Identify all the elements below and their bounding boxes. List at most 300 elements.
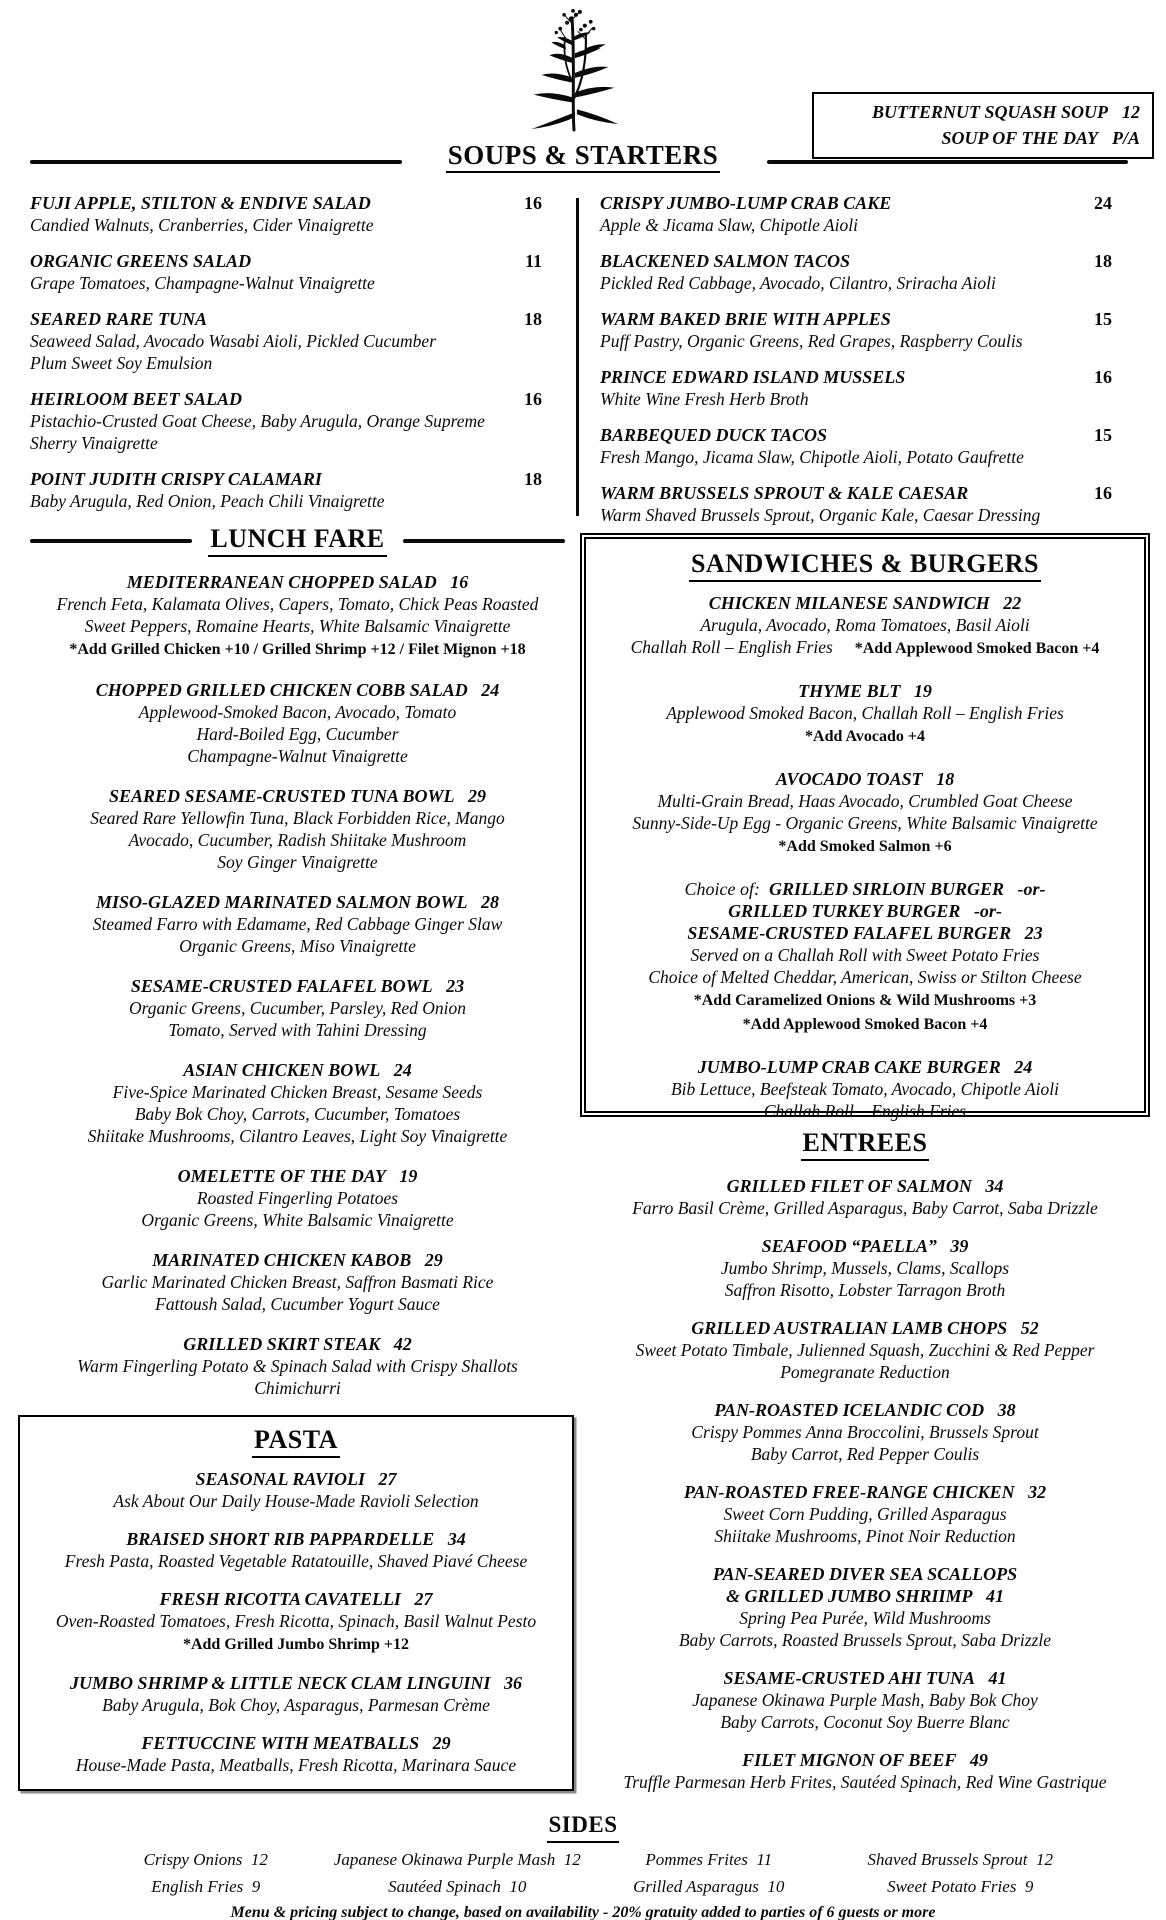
menu-item-desc: Baby Carrot, Red Pepper Coulis: [750, 1444, 980, 1464]
menu-item-price: 18: [1094, 251, 1112, 271]
item-name-text: GRILLED TURKEY BURGER: [728, 901, 961, 921]
menu-item-name: [30, 571, 565, 593]
menu-item-name: [28, 1672, 564, 1694]
menu-item-desc: House-Made Pasta, Meatballs, Fresh Ricotta, Marinara Sauce: [75, 1755, 517, 1775]
menu-item-price: 16: [524, 193, 542, 213]
menu-item-price: 16: [450, 572, 469, 592]
menu-item-price: 15: [1094, 309, 1112, 329]
menu-item-descline: [596, 966, 1134, 988]
menu-item-descline: [28, 1550, 564, 1572]
menu-item-name: [28, 1588, 564, 1610]
menu-item-price: 32: [1028, 1482, 1047, 1502]
menu-item-descline: [30, 615, 565, 637]
menu-item-descline: [30, 1187, 565, 1209]
menu-item: [30, 308, 542, 374]
menu-item-price: 24: [393, 1060, 412, 1080]
menu-item: [28, 1672, 564, 1716]
menu-item-header: [30, 468, 542, 490]
menu-item-name: [580, 1235, 1150, 1257]
menu-item-name: [596, 900, 1134, 922]
item-name-text: AVOCADO TOAST: [775, 769, 923, 789]
menu-item-price: 22: [1003, 593, 1022, 613]
menu-item-descline: [580, 1361, 1150, 1383]
menu-item-descline: [580, 1443, 1150, 1465]
menu-item-name: [580, 1317, 1150, 1339]
menu-item-price: 39: [950, 1236, 969, 1256]
menu-item-descline: [580, 1525, 1150, 1547]
sandwich-items: [596, 592, 1134, 1122]
menu-item-price: 41: [986, 1586, 1005, 1606]
menu-item-price: 29: [432, 1733, 451, 1753]
menu-item-descline: [30, 1293, 565, 1315]
menu-item-desc: White Wine Fresh Herb Broth: [600, 389, 809, 409]
menu-item-desc: Seaweed Salad, Avocado Wasabi Aioli, Pickled Cucumber: [30, 331, 437, 351]
menu-item-descline: [580, 1607, 1150, 1629]
item-name-text: CHOPPED GRILLED CHICKEN COBB SALAD: [95, 680, 468, 700]
menu-item: [30, 1333, 565, 1399]
side-item: Grilled Asparagus 10: [633, 1877, 785, 1896]
menu-item-name: BARBEQUED DUCK TACOS: [600, 425, 828, 445]
menu-item-addon: *Add Grilled Chicken +10 / Grilled Shrimp +12 / Filet Mignon +18: [69, 641, 526, 658]
menu-item-desc: Oven-Roasted Tomatoes, Fresh Ricotta, Spinach, Basil Walnut Pesto: [55, 1611, 537, 1631]
menu-item-name: [30, 785, 565, 807]
menu-item-name: HEIRLOOM BEET SALAD: [30, 389, 243, 409]
menu-item-name: POINT JUDITH CRISPY CALAMARI: [30, 469, 322, 489]
menu-item: [596, 592, 1134, 660]
menu-item-descline: [30, 807, 565, 829]
menu-item: [600, 424, 1112, 468]
heading-rule-left: [30, 539, 192, 543]
menu-item-name: [30, 891, 565, 913]
menu-item-desc: Seared Rare Yellowfin Tuna, Black Forbidden Rice, Mango: [90, 808, 505, 828]
menu-item: [28, 1588, 564, 1656]
menu-item-header: [600, 308, 1112, 330]
menu-item-desc: Organic Greens, White Balsamic Vinaigrette: [141, 1210, 454, 1230]
menu-item: [600, 482, 1112, 526]
menu-item-desc: Choice of Melted Cheddar, American, Swiss or Stilton Cheese: [648, 967, 1082, 987]
menu-item-descline: [30, 913, 565, 935]
menu-item-price: 27: [378, 1469, 397, 1489]
pasta-section: [18, 1415, 574, 1791]
menu-item-name: [596, 592, 1134, 614]
pasta-heading: [28, 1425, 564, 1458]
entree-items: [580, 1175, 1150, 1793]
menu-item-descline: [28, 1694, 564, 1716]
menu-item-name: CRISPY JUMBO-LUMP CRAB CAKE: [600, 193, 892, 213]
menu-item-price: 18: [524, 469, 542, 489]
menu-item-name: FUJI APPLE, STILTON & ENDIVE SALAD: [30, 193, 371, 213]
item-name-text: FILET MIGNON OF BEEF: [742, 1750, 957, 1770]
side-item: Crispy Onions 12: [143, 1850, 268, 1869]
menu-item-descline: [30, 745, 565, 767]
menu-item: [600, 192, 1112, 236]
menu-item-price: 18: [936, 769, 955, 789]
menu-item-header: [600, 192, 1112, 214]
menu-item-descline: [596, 1012, 1134, 1036]
menu-item-name: [580, 1481, 1150, 1503]
sides-heading: [0, 1810, 1166, 1843]
menu-item-name: [596, 1056, 1134, 1078]
side-item: Japanese Okinawa Purple Mash 12: [333, 1850, 581, 1869]
menu-item: [30, 975, 565, 1041]
menu-item-price: 41: [988, 1668, 1007, 1688]
menu-item-name: [30, 1333, 565, 1355]
menu-item-descline: [580, 1279, 1150, 1301]
menu-item-desc: Tomato, Served with Tahini Dressing: [168, 1020, 427, 1040]
menu-item-price: 24: [1014, 1057, 1033, 1077]
menu-item-price: 19: [913, 681, 932, 701]
menu-item: [580, 1481, 1150, 1547]
menu-item: [30, 468, 542, 512]
menu-item-descline: [596, 988, 1134, 1012]
menu-item: [600, 366, 1112, 410]
menu-item-addon: *Add Applewood Smoked Bacon +4: [742, 1016, 988, 1033]
column-divider: [576, 198, 579, 516]
menu-item-descline: [596, 1100, 1134, 1122]
menu-item-descline: [580, 1689, 1150, 1711]
menu-item-desc: Sherry Vinaigrette: [30, 433, 158, 453]
menu-item-desc: Truffle Parmesan Herb Frites, Sautéed Spinach, Red Wine Gastrique: [623, 1772, 1107, 1792]
menu-item: [28, 1468, 564, 1512]
section-title: SOUPS & STARTERS: [446, 140, 721, 173]
pasta-items: [28, 1468, 564, 1776]
entrees-heading: [580, 1128, 1150, 1161]
soup-item: [822, 99, 1140, 125]
menu-item-desc: Baby Carrots, Roasted Brussels Sprout, Saba Drizzle: [678, 1630, 1052, 1650]
menu-item-price: 23: [1024, 923, 1043, 943]
item-name-text: OMELETTE OF THE DAY: [177, 1166, 386, 1186]
menu-item: [30, 192, 542, 236]
menu-item-name: BLACKENED SALMON TACOS: [600, 251, 851, 271]
menu-item-name: [28, 1528, 564, 1550]
menu-item: [600, 250, 1112, 294]
menu-item-name: [28, 1468, 564, 1490]
menu-item-descline: [30, 935, 565, 957]
menu-item-name: [596, 680, 1134, 702]
menu-item-descline: [28, 1610, 564, 1632]
menu-item-addon: *Add Caramelized Onions & Wild Mushrooms +3: [693, 992, 1037, 1009]
menu-item: [30, 250, 542, 294]
starters-right-column: [600, 192, 1112, 540]
menu-item-header: [600, 424, 1112, 446]
menu-item: [30, 891, 565, 957]
menu-item: [596, 680, 1134, 748]
menu-item: [30, 785, 565, 873]
footer-note: Menu & pricing subject to change, based on availability - 20% gratuity added to parties of 6 guests or more: [230, 1904, 936, 1920]
item-name-text: ASIAN CHICKEN BOWL: [183, 1060, 381, 1080]
menu-item-header: [30, 250, 542, 272]
soup-item-price: 12: [1122, 102, 1140, 122]
menu-item-descline: [30, 1377, 565, 1399]
menu-item-descline: [30, 1271, 565, 1293]
menu-item-descline: [580, 1257, 1150, 1279]
menu-item: [580, 1235, 1150, 1301]
soup-item-name: BUTTERNUT SQUASH SOUP: [871, 102, 1108, 122]
menu-item-descline: [30, 1125, 565, 1147]
menu-item-desc: Pickled Red Cabbage, Avocado, Cilantro, Sriracha Aioli: [600, 273, 996, 293]
menu-item-descline: [580, 1771, 1150, 1793]
sides-grid: [80, 1847, 1086, 1900]
menu-item-price: 49: [969, 1750, 988, 1770]
section-title: ENTREES: [801, 1128, 930, 1161]
section-title: SIDES: [547, 1810, 620, 1843]
item-name-text: SESAME-CRUSTED AHI TUNA: [723, 1668, 975, 1688]
or-separator: -or-: [1017, 879, 1046, 899]
section-title: PASTA: [252, 1425, 340, 1458]
sandwiches-burgers-section: [580, 533, 1150, 1121]
menu-item-header: [30, 192, 542, 214]
lunch-fare-heading: [30, 524, 565, 557]
item-name-text: SEAFOOD “PAELLA”: [761, 1236, 937, 1256]
menu-item-desc: Champagne-Walnut Vinaigrette: [187, 746, 408, 766]
item-name-text: THYME BLT: [798, 681, 901, 701]
menu-item-desc: Organic Greens, Cucumber, Parsley, Red Onion: [129, 998, 466, 1018]
menu-item: [30, 571, 565, 661]
menu-item: [600, 308, 1112, 352]
item-name-text: & GRILLED JUMBO SHRIIMP: [725, 1586, 973, 1606]
menu-item: [30, 388, 542, 454]
menu-item-desc: French Feta, Kalamata Olives, Capers, Tomato, Chick Peas Roasted: [56, 594, 539, 614]
menu-item-descline: [30, 997, 565, 1019]
side-item: Shaved Brussels Sprout 12: [867, 1850, 1053, 1869]
menu-item-name: [580, 1585, 1150, 1607]
menu-item: [28, 1732, 564, 1776]
menu-item-descline: [30, 701, 565, 723]
heading-rule-right: [403, 539, 565, 543]
menu-item-price: 52: [1020, 1318, 1039, 1338]
menu-item-header: [600, 366, 1112, 388]
item-name-text: FETTUCCINE WITH MEATBALLS: [141, 1733, 420, 1753]
menu-item-name: [580, 1175, 1150, 1197]
item-name-text: MARINATED CHICKEN KABOB: [152, 1250, 412, 1270]
item-name-text: CHICKEN MILANESE SANDWICH: [708, 593, 990, 613]
menu-item-desc: Roasted Fingerling Potatoes: [196, 1188, 399, 1208]
menu-item-desc: Served on a Challah Roll with Sweet Potato Fries: [690, 945, 1040, 965]
menu-item-desc: Steamed Farro with Edamame, Red Cabbage Ginger Slaw: [92, 914, 503, 934]
menu-item-price: 29: [468, 786, 487, 806]
menu-item-descline: [596, 834, 1134, 858]
menu-item-name: [28, 1732, 564, 1754]
menu-item-descline: [580, 1421, 1150, 1443]
menu-item-header: [30, 308, 542, 330]
menu-item-name: [596, 768, 1134, 790]
item-name-text: FRESH RICOTTA CAVATELLI: [159, 1589, 401, 1609]
menu-item-price: 38: [997, 1400, 1016, 1420]
menu-item: [580, 1749, 1150, 1793]
menu-item-desc: Chimichurri: [254, 1378, 341, 1398]
menu-item: [580, 1399, 1150, 1465]
sandwiches-heading: [596, 549, 1134, 582]
menu-item-desc: Garlic Marinated Chicken Breast, Saffron Basmati Rice: [101, 1272, 494, 1292]
menu-item-desc: Pistachio-Crusted Goat Cheese, Baby Arugula, Orange Supreme: [30, 411, 485, 431]
menu-item-addon: *Add Smoked Salmon +6: [778, 838, 952, 855]
menu-item: [596, 768, 1134, 858]
side-item: English Fries 9: [151, 1877, 261, 1896]
menu-item-descline: [580, 1503, 1150, 1525]
menu-item-desc: Jumbo Shrimp, Mussels, Clams, Scallops: [720, 1258, 1010, 1278]
menu-item-addon: *Add Applewood Smoked Bacon +4: [854, 640, 1100, 657]
menu-item-desc: Warm Shaved Brussels Sprout, Organic Kale, Caesar Dressing: [600, 505, 1041, 525]
menu-item-name: [30, 1059, 565, 1081]
item-name-text: SEASONAL RAVIOLI: [195, 1469, 366, 1489]
menu-item: [580, 1175, 1150, 1219]
menu-item-descline: [580, 1339, 1150, 1361]
menu-item-desc: Fattoush Salad, Cucumber Yogurt Sauce: [155, 1294, 440, 1314]
menu-item: [28, 1528, 564, 1572]
menu-item-descline: [28, 1632, 564, 1656]
menu-item-desc: Bib Lettuce, Beefsteak Tomato, Avocado, Chipotle Aioli: [670, 1079, 1060, 1099]
menu-item: [30, 1165, 565, 1231]
menu-item-price: 28: [481, 892, 500, 912]
side-item: Sautéed Spinach 10: [388, 1877, 527, 1896]
menu-item-descline: [30, 1355, 565, 1377]
starters-left-column: [30, 192, 542, 526]
menu-item-desc: Saffron Risotto, Lobster Tarragon Broth: [724, 1280, 1006, 1300]
lunch-fare-section: [30, 524, 565, 1417]
menu-item-addon: *Add Avocado +4: [805, 728, 925, 745]
menu-item-desc: Hard-Boiled Egg, Cucumber: [196, 724, 399, 744]
menu-item-desc: Challah Roll – English Fries: [630, 637, 833, 657]
menu-item-descline: [596, 614, 1134, 636]
menu-item-name: [30, 1165, 565, 1187]
item-name-text: GRILLED SIRLOIN BURGER: [768, 879, 1005, 899]
menu-item-price: 23: [446, 976, 465, 996]
menu-item-descline: [30, 1019, 565, 1041]
menu-item-descline: [30, 637, 565, 661]
item-name-text: MISO-GLAZED MARINATED SALMON BOWL: [95, 892, 468, 912]
menu-item-desc: Grape Tomatoes, Champagne-Walnut Vinaigrette: [30, 273, 375, 293]
menu-item-descline: [596, 724, 1134, 748]
menu-item-price: 34: [985, 1176, 1004, 1196]
menu-item-desc: Puff Pastry, Organic Greens, Red Grapes, Raspberry Coulis: [600, 331, 1023, 351]
soups-starters-heading: [0, 140, 1166, 173]
menu-item-price: 19: [399, 1166, 418, 1186]
menu-item: [580, 1317, 1150, 1383]
menu-item-header: [600, 482, 1112, 504]
menu-item-header: [600, 250, 1112, 272]
item-name-text: PAN-ROASTED FREE-RANGE CHICKEN: [683, 1482, 1015, 1502]
item-name-text: PAN-SEARED DIVER SEA SCALLOPS: [712, 1564, 1018, 1584]
menu-item: [30, 1249, 565, 1315]
menu-item-desc: Shiitake Mushrooms, Pinot Noir Reduction: [714, 1526, 1016, 1546]
menu-item-desc: Pomegranate Reduction: [780, 1362, 950, 1382]
menu-item-name: [580, 1749, 1150, 1771]
menu-item-price: 15: [1094, 425, 1112, 445]
item-name-text: GRILLED FILET OF SALMON: [726, 1176, 972, 1196]
menu-item: [30, 679, 565, 767]
item-name-text: SEARED SESAME-CRUSTED TUNA BOWL: [108, 786, 455, 806]
item-name-text: JUMBO SHRIMP & LITTLE NECK CLAM LINGUINI: [70, 1673, 491, 1693]
menu-item-price: 16: [1094, 483, 1112, 503]
menu-item-descline: [596, 636, 1134, 660]
menu-item-price: 16: [524, 389, 542, 409]
menu-item-desc: Applewood Smoked Bacon, Challah Roll – English Fries: [666, 703, 1064, 723]
menu-item-price: 18: [524, 309, 542, 329]
item-name-text: GRILLED AUSTRALIAN LAMB CHOPS: [691, 1318, 1008, 1338]
menu-item-desc: Shiitake Mushrooms, Cilantro Leaves, Light Soy Vinaigrette: [87, 1126, 508, 1146]
menu-item-desc: Avocado, Cucumber, Radish Shiitake Mushroom: [128, 830, 467, 850]
menu-item-price: 29: [424, 1250, 443, 1270]
menu-item-desc: Farro Basil Crème, Grilled Asparagus, Baby Carrot, Saba Drizzle: [632, 1198, 1098, 1218]
menu-item-descline: [30, 1103, 565, 1125]
menu-item-desc: Ask About Our Daily House-Made Ravioli Selection: [113, 1491, 479, 1511]
menu-item-desc: Sweet Peppers, Romaine Hearts, White Balsamic Vinaigrette: [84, 616, 511, 636]
menu-item-descline: [596, 944, 1134, 966]
menu-item-descline: [30, 593, 565, 615]
menu-item-descline: [580, 1629, 1150, 1651]
side-item: Pommes Frites 11: [645, 1850, 773, 1869]
menu-item: [30, 1059, 565, 1147]
menu-item: [580, 1667, 1150, 1733]
menu-item-desc: Spring Pea Purée, Wild Mushrooms: [739, 1608, 991, 1628]
menu-item-descline: [30, 851, 565, 873]
menu-item-name: [30, 679, 565, 701]
menu-item-desc: Sweet Corn Pudding, Grilled Asparagus: [723, 1504, 1007, 1524]
menu-item-descline: [596, 790, 1134, 812]
sides-section: [0, 1810, 1166, 1920]
menu-item-name: [30, 1249, 565, 1271]
lunch-fare-items: [30, 571, 565, 1399]
menu-item-descline: [30, 829, 565, 851]
menu-item-desc: Japanese Okinawa Purple Mash, Baby Bok Choy: [692, 1690, 1038, 1710]
menu-item-desc: Arugula, Avocado, Roma Tomatoes, Basil Aioli: [700, 615, 1030, 635]
menu-item-price: 42: [393, 1334, 412, 1354]
choice-prefix: Choice of:: [684, 879, 760, 899]
menu-item-descline: [28, 1754, 564, 1776]
menu-item-desc: Multi-Grain Bread, Haas Avocado, Crumbled Goat Cheese: [657, 791, 1073, 811]
entrees-section: [580, 1128, 1150, 1809]
menu-item-desc: Sunny-Side-Up Egg - Organic Greens, White Balsamic Vinaigrette: [632, 813, 1098, 833]
menu-item-name: ORGANIC GREENS SALAD: [30, 251, 252, 271]
soup-item-price: P/A: [1111, 128, 1140, 148]
menu-item: [580, 1563, 1150, 1651]
menu-item-desc: Sweet Potato Timbale, Julienned Squash, Zucchini & Red Pepper: [635, 1340, 1095, 1360]
menu-item-descline: [596, 812, 1134, 834]
menu-item-name: WARM BAKED BRIE WITH APPLES: [600, 309, 891, 329]
menu-item-name: [30, 975, 565, 997]
menu-item-desc: Plum Sweet Soy Emulsion: [30, 353, 213, 373]
menu-item-price: 11: [524, 251, 542, 271]
menu-item-descline: [30, 723, 565, 745]
menu-item-addon: *Add Grilled Jumbo Shrimp +12: [182, 1636, 410, 1653]
menu-item-desc: Fresh Mango, Jicama Slaw, Chipotle Aioli, Potato Gaufrette: [600, 447, 1024, 467]
menu-item: [596, 1056, 1134, 1122]
soup-item-name: SOUP OF THE DAY: [941, 128, 1098, 148]
item-name-text: BRAISED SHORT RIB PAPPARDELLE: [126, 1529, 435, 1549]
menu-item-descline: [580, 1711, 1150, 1733]
menu-item-name: SEARED RARE TUNA: [30, 309, 208, 329]
menu-item-name: [596, 878, 1134, 900]
menu-item-price: 36: [503, 1673, 522, 1693]
menu-item-desc: Soy Ginger Vinaigrette: [217, 852, 378, 872]
menu-item-name: [580, 1667, 1150, 1689]
menu-item-header: [30, 388, 542, 410]
menu-item-desc: Baby Bok Choy, Carrots, Cucumber, Tomatoes: [134, 1104, 461, 1124]
menu-item-price: 27: [414, 1589, 433, 1609]
herb-sprig-icon: [520, 4, 626, 132]
menu-item-desc: Baby Carrots, Coconut Soy Buerre Blanc: [720, 1712, 1010, 1732]
menu-item-name: [580, 1399, 1150, 1421]
menu-item-name: PRINCE EDWARD ISLAND MUSSELS: [600, 367, 906, 387]
menu-item-price: 24: [481, 680, 500, 700]
menu-item-desc: Organic Greens, Miso Vinaigrette: [179, 936, 416, 956]
menu-item-desc: Challah Roll – English Fries: [763, 1101, 967, 1121]
item-name-text: GRILLED SKIRT STEAK: [183, 1334, 381, 1354]
menu-item-descline: [596, 1078, 1134, 1100]
item-name-text: SESAME-CRUSTED FALAFEL BURGER: [687, 923, 1012, 943]
item-name-text: PAN-ROASTED ICELANDIC COD: [714, 1400, 985, 1420]
menu-item-desc: Crispy Pommes Anna Broccolini, Brussels Sprout: [691, 1422, 1039, 1442]
